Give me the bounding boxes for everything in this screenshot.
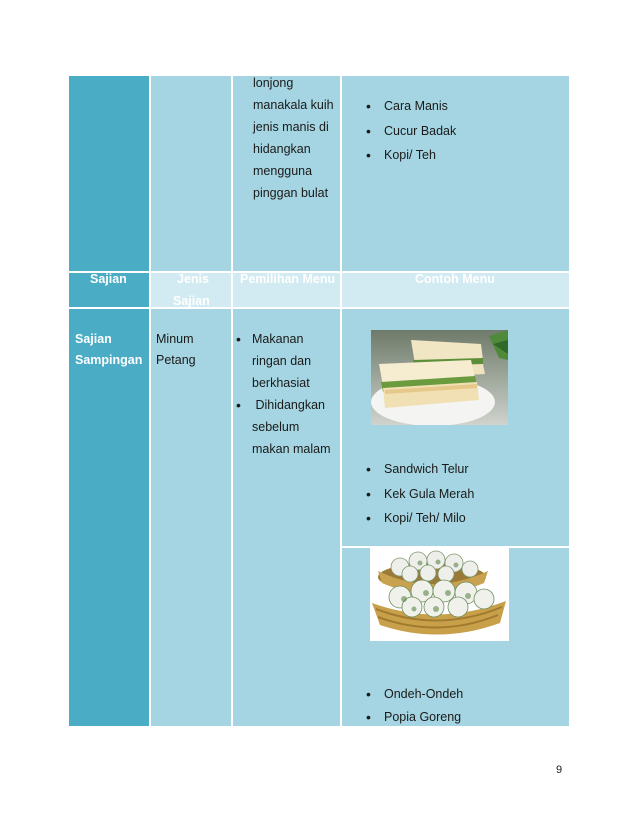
text-line: pinggan bulat bbox=[253, 186, 329, 200]
bullet-icon: • bbox=[366, 709, 371, 725]
header-sajian: Sajian bbox=[90, 272, 127, 286]
page-number: 9 bbox=[556, 764, 563, 776]
bullet-icon: • bbox=[366, 486, 371, 502]
text-line: Makanan bbox=[252, 332, 304, 346]
row-category-line2: Sampingan bbox=[75, 353, 143, 367]
row-type-line2: Petang bbox=[156, 353, 196, 367]
sandwich-photo bbox=[371, 330, 508, 425]
top-row-col1 bbox=[69, 76, 149, 271]
bullet-icon: • bbox=[366, 123, 371, 139]
row-type-line1: Minum bbox=[156, 332, 194, 346]
text-line: jenis manis di bbox=[253, 120, 329, 134]
text-line: lonjong bbox=[253, 76, 294, 90]
row-category-line1: Sajian bbox=[75, 332, 112, 346]
ondeh-ondeh-photo bbox=[370, 547, 509, 641]
bullet-icon: • bbox=[366, 510, 371, 526]
bullet-icon: • bbox=[236, 397, 241, 413]
bullet-icon: • bbox=[366, 686, 371, 702]
text-line: ringan dan bbox=[252, 354, 312, 368]
text-line: sebelum bbox=[252, 420, 300, 434]
top-row-col2 bbox=[151, 76, 231, 271]
header-sajian-2: Sajian bbox=[173, 294, 210, 308]
bullet-icon: • bbox=[236, 331, 241, 347]
text-line: makan malam bbox=[252, 442, 331, 456]
bullet-icon: • bbox=[366, 98, 371, 114]
header-jenis: Jenis bbox=[177, 272, 209, 286]
text-line: Dihidangkan bbox=[252, 398, 325, 412]
text-line: manakala kuih bbox=[253, 98, 334, 112]
header-pemilihan-menu: Pemilihan Menu bbox=[240, 272, 336, 286]
text-line: hidangkan bbox=[253, 142, 311, 156]
top-row-col4 bbox=[342, 76, 569, 271]
text-line: mengguna bbox=[253, 164, 313, 178]
bullet-icon: • bbox=[366, 461, 371, 477]
text-line: berkhasiat bbox=[252, 376, 310, 390]
bullet-icon: • bbox=[366, 147, 371, 163]
header-contoh-menu: Contoh Menu bbox=[415, 272, 495, 286]
